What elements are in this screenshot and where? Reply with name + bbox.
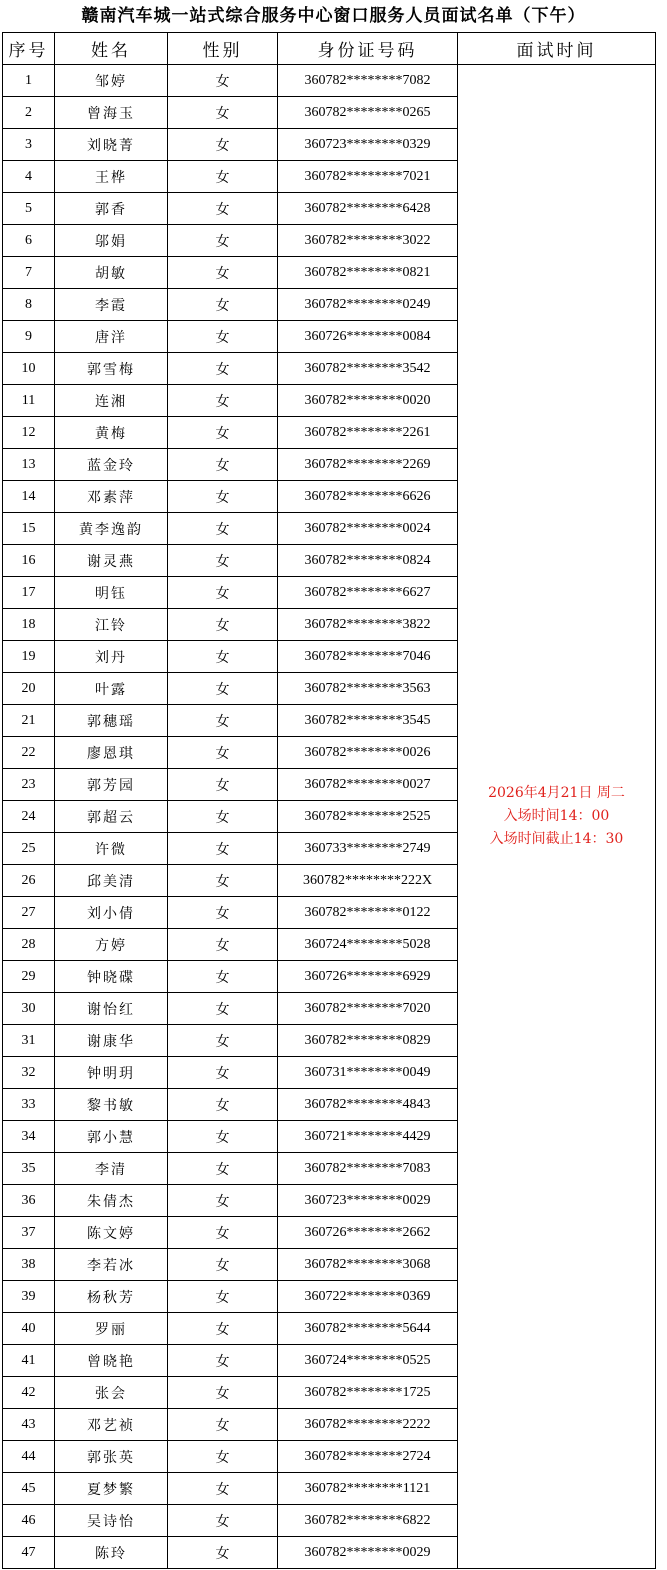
row-index: 32 <box>3 1057 55 1089</box>
row-index: 38 <box>3 1249 55 1281</box>
row-index: 30 <box>3 993 55 1025</box>
row-name: 刘小倩 <box>55 897 168 929</box>
row-id-number: 360731********0049 <box>278 1057 458 1089</box>
row-gender: 女 <box>168 673 278 705</box>
row-index: 24 <box>3 801 55 833</box>
row-id-number: 360782********0024 <box>278 513 458 545</box>
row-gender: 女 <box>168 1153 278 1185</box>
row-gender: 女 <box>168 1057 278 1089</box>
row-name: 李若冰 <box>55 1249 168 1281</box>
row-name: 钟明玥 <box>55 1057 168 1089</box>
row-index: 19 <box>3 641 55 673</box>
document-title: 赣南汽车城一站式综合服务中心窗口服务人员面试名单（下午） <box>81 6 586 26</box>
row-name: 钟晓碟 <box>55 961 168 993</box>
row-gender: 女 <box>168 737 278 769</box>
row-gender: 女 <box>168 929 278 961</box>
row-index: 4 <box>3 161 55 193</box>
row-index: 25 <box>3 833 55 865</box>
row-id-number: 360782********222X <box>278 865 458 897</box>
row-gender: 女 <box>168 289 278 321</box>
row-id-number: 360782********0265 <box>278 97 458 129</box>
row-id-number: 360726********0084 <box>278 321 458 353</box>
header-index: 序号 <box>3 33 55 65</box>
row-index: 37 <box>3 1217 55 1249</box>
row-index: 7 <box>3 257 55 289</box>
row-id-number: 360724********5028 <box>278 929 458 961</box>
interview-time-line: 入场时间截止14：30 <box>489 831 624 847</box>
row-id-number: 360726********2662 <box>278 1217 458 1249</box>
row-name: 郭香 <box>55 193 168 225</box>
row-name: 郭芳园 <box>55 769 168 801</box>
row-gender: 女 <box>168 897 278 929</box>
row-index: 18 <box>3 609 55 641</box>
table-row <box>3 65 656 97</box>
header-gender: 性别 <box>168 33 278 65</box>
interview-time-cell <box>458 65 656 1569</box>
row-index: 33 <box>3 1089 55 1121</box>
row-id-number: 360723********0029 <box>278 1185 458 1217</box>
row-id-number: 360782********7021 <box>278 161 458 193</box>
row-index: 41 <box>3 1345 55 1377</box>
row-id-number: 360782********7046 <box>278 641 458 673</box>
row-name: 夏梦繁 <box>55 1473 168 1505</box>
interview-time-line: 入场时间14：00 <box>503 808 610 824</box>
row-name: 许微 <box>55 833 168 865</box>
row-name: 黎书敏 <box>55 1089 168 1121</box>
row-name: 郭超云 <box>55 801 168 833</box>
row-index: 40 <box>3 1313 55 1345</box>
row-index: 29 <box>3 961 55 993</box>
row-index: 39 <box>3 1281 55 1313</box>
row-index: 2 <box>3 97 55 129</box>
row-name: 陈文婷 <box>55 1217 168 1249</box>
row-name: 谢灵燕 <box>55 545 168 577</box>
row-id-number: 360721********4429 <box>278 1121 458 1153</box>
row-gender: 女 <box>168 225 278 257</box>
row-index: 13 <box>3 449 55 481</box>
interview-time-line: 2026年4月21日 周二 <box>488 785 625 801</box>
row-name: 曾海玉 <box>55 97 168 129</box>
row-index: 20 <box>3 673 55 705</box>
row-name: 谢怡红 <box>55 993 168 1025</box>
row-gender: 女 <box>168 97 278 129</box>
row-index: 17 <box>3 577 55 609</box>
row-gender: 女 <box>168 129 278 161</box>
row-id-number: 360782********0122 <box>278 897 458 929</box>
row-id-number: 360782********1121 <box>278 1473 458 1505</box>
row-id-number: 360782********6822 <box>278 1505 458 1537</box>
row-name: 明钰 <box>55 577 168 609</box>
row-gender: 女 <box>168 1409 278 1441</box>
row-index: 22 <box>3 737 55 769</box>
row-index: 44 <box>3 1441 55 1473</box>
row-name: 叶露 <box>55 673 168 705</box>
row-name: 陈玲 <box>55 1537 168 1569</box>
header-id-number: 身份证号码 <box>278 33 458 65</box>
row-id-number: 360782********0829 <box>278 1025 458 1057</box>
row-index: 6 <box>3 225 55 257</box>
row-gender: 女 <box>168 513 278 545</box>
row-id-number: 360782********0027 <box>278 769 458 801</box>
row-gender: 女 <box>168 545 278 577</box>
row-gender: 女 <box>168 1281 278 1313</box>
row-index: 27 <box>3 897 55 929</box>
row-gender: 女 <box>168 417 278 449</box>
row-name: 谢康华 <box>55 1025 168 1057</box>
row-gender: 女 <box>168 1089 278 1121</box>
row-name: 方婷 <box>55 929 168 961</box>
row-name: 王桦 <box>55 161 168 193</box>
row-id-number: 360726********6929 <box>278 961 458 993</box>
row-gender: 女 <box>168 1217 278 1249</box>
row-gender: 女 <box>168 1473 278 1505</box>
row-name: 朱倩杰 <box>55 1185 168 1217</box>
row-id-number: 360782********2222 <box>278 1409 458 1441</box>
row-gender: 女 <box>168 1377 278 1409</box>
row-gender: 女 <box>168 1505 278 1537</box>
row-id-number: 360782********1725 <box>278 1377 458 1409</box>
row-index: 1 <box>3 65 55 97</box>
row-index: 26 <box>3 865 55 897</box>
row-name: 黄李逸韵 <box>55 513 168 545</box>
row-gender: 女 <box>168 385 278 417</box>
row-id-number: 360782********6627 <box>278 577 458 609</box>
row-gender: 女 <box>168 641 278 673</box>
row-name: 黄梅 <box>55 417 168 449</box>
row-id-number: 360782********0249 <box>278 289 458 321</box>
row-index: 14 <box>3 481 55 513</box>
row-id-number: 360782********7020 <box>278 993 458 1025</box>
row-gender: 女 <box>168 769 278 801</box>
row-index: 5 <box>3 193 55 225</box>
row-id-number: 360782********0824 <box>278 545 458 577</box>
row-id-number: 360782********6626 <box>278 481 458 513</box>
row-index: 45 <box>3 1473 55 1505</box>
row-gender: 女 <box>168 865 278 897</box>
row-id-number: 360782********0026 <box>278 737 458 769</box>
row-index: 12 <box>3 417 55 449</box>
row-name: 唐洋 <box>55 321 168 353</box>
row-name: 刘丹 <box>55 641 168 673</box>
row-gender: 女 <box>168 1121 278 1153</box>
row-name: 江铃 <box>55 609 168 641</box>
row-id-number: 360782********3822 <box>278 609 458 641</box>
row-index: 11 <box>3 385 55 417</box>
row-name: 郭小慧 <box>55 1121 168 1153</box>
row-index: 43 <box>3 1409 55 1441</box>
row-id-number: 360722********0369 <box>278 1281 458 1313</box>
row-id-number: 360782********7082 <box>278 65 458 97</box>
row-index: 3 <box>3 129 55 161</box>
interview-roster-table <box>2 32 656 1569</box>
row-index: 35 <box>3 1153 55 1185</box>
row-name: 邹婷 <box>55 65 168 97</box>
row-id-number: 360782********3068 <box>278 1249 458 1281</box>
row-id-number: 360782********0821 <box>278 257 458 289</box>
row-name: 邓素萍 <box>55 481 168 513</box>
row-gender: 女 <box>168 193 278 225</box>
row-id-number: 360782********4843 <box>278 1089 458 1121</box>
row-index: 36 <box>3 1185 55 1217</box>
row-name: 李霞 <box>55 289 168 321</box>
row-id-number: 360782********0020 <box>278 385 458 417</box>
row-name: 张会 <box>55 1377 168 1409</box>
row-index: 9 <box>3 321 55 353</box>
row-name: 蓝金玲 <box>55 449 168 481</box>
row-gender: 女 <box>168 1441 278 1473</box>
row-gender: 女 <box>168 161 278 193</box>
row-gender: 女 <box>168 577 278 609</box>
row-name: 郭张英 <box>55 1441 168 1473</box>
row-gender: 女 <box>168 833 278 865</box>
row-index: 42 <box>3 1377 55 1409</box>
row-index: 23 <box>3 769 55 801</box>
row-id-number: 360723********0329 <box>278 129 458 161</box>
row-name: 杨秋芳 <box>55 1281 168 1313</box>
row-name: 廖恩琪 <box>55 737 168 769</box>
row-id-number: 360782********3545 <box>278 705 458 737</box>
row-id-number: 360782********0029 <box>278 1537 458 1569</box>
row-id-number: 360724********0525 <box>278 1345 458 1377</box>
row-gender: 女 <box>168 961 278 993</box>
row-index: 15 <box>3 513 55 545</box>
row-id-number: 360782********5644 <box>278 1313 458 1345</box>
row-gender: 女 <box>168 449 278 481</box>
row-name: 罗丽 <box>55 1313 168 1345</box>
row-name: 郭穗瑶 <box>55 705 168 737</box>
row-name: 李清 <box>55 1153 168 1185</box>
table-body <box>3 65 656 1569</box>
row-name: 郭雪梅 <box>55 353 168 385</box>
row-id-number: 360733********2749 <box>278 833 458 865</box>
row-gender: 女 <box>168 257 278 289</box>
row-id-number: 360782********2724 <box>278 1441 458 1473</box>
row-gender: 女 <box>168 1185 278 1217</box>
row-name: 吴诗怡 <box>55 1505 168 1537</box>
row-name: 胡敏 <box>55 257 168 289</box>
row-id-number: 360782********3022 <box>278 225 458 257</box>
row-id-number: 360782********3542 <box>278 353 458 385</box>
row-name: 曾晓艳 <box>55 1345 168 1377</box>
row-gender: 女 <box>168 1249 278 1281</box>
row-index: 8 <box>3 289 55 321</box>
row-index: 47 <box>3 1537 55 1569</box>
header-name: 姓名 <box>55 33 168 65</box>
row-index: 21 <box>3 705 55 737</box>
row-name: 邓艺祯 <box>55 1409 168 1441</box>
row-gender: 女 <box>168 1025 278 1057</box>
row-gender: 女 <box>168 65 278 97</box>
row-gender: 女 <box>168 353 278 385</box>
row-index: 10 <box>3 353 55 385</box>
row-name: 刘晓菁 <box>55 129 168 161</box>
row-name: 连湘 <box>55 385 168 417</box>
row-gender: 女 <box>168 1537 278 1569</box>
row-id-number: 360782********7083 <box>278 1153 458 1185</box>
row-index: 28 <box>3 929 55 961</box>
row-id-number: 360782********2261 <box>278 417 458 449</box>
table-header-row <box>3 33 656 65</box>
row-gender: 女 <box>168 801 278 833</box>
row-index: 34 <box>3 1121 55 1153</box>
row-gender: 女 <box>168 993 278 1025</box>
row-name: 邬娟 <box>55 225 168 257</box>
row-id-number: 360782********2525 <box>278 801 458 833</box>
row-index: 31 <box>3 1025 55 1057</box>
row-index: 46 <box>3 1505 55 1537</box>
row-id-number: 360782********6428 <box>278 193 458 225</box>
row-gender: 女 <box>168 705 278 737</box>
row-name: 邱美清 <box>55 865 168 897</box>
row-gender: 女 <box>168 609 278 641</box>
row-gender: 女 <box>168 1313 278 1345</box>
header-interview-time: 面试时间 <box>458 33 656 65</box>
row-gender: 女 <box>168 321 278 353</box>
row-id-number: 360782********2269 <box>278 449 458 481</box>
row-index: 16 <box>3 545 55 577</box>
row-gender: 女 <box>168 481 278 513</box>
row-id-number: 360782********3563 <box>278 673 458 705</box>
row-gender: 女 <box>168 1345 278 1377</box>
